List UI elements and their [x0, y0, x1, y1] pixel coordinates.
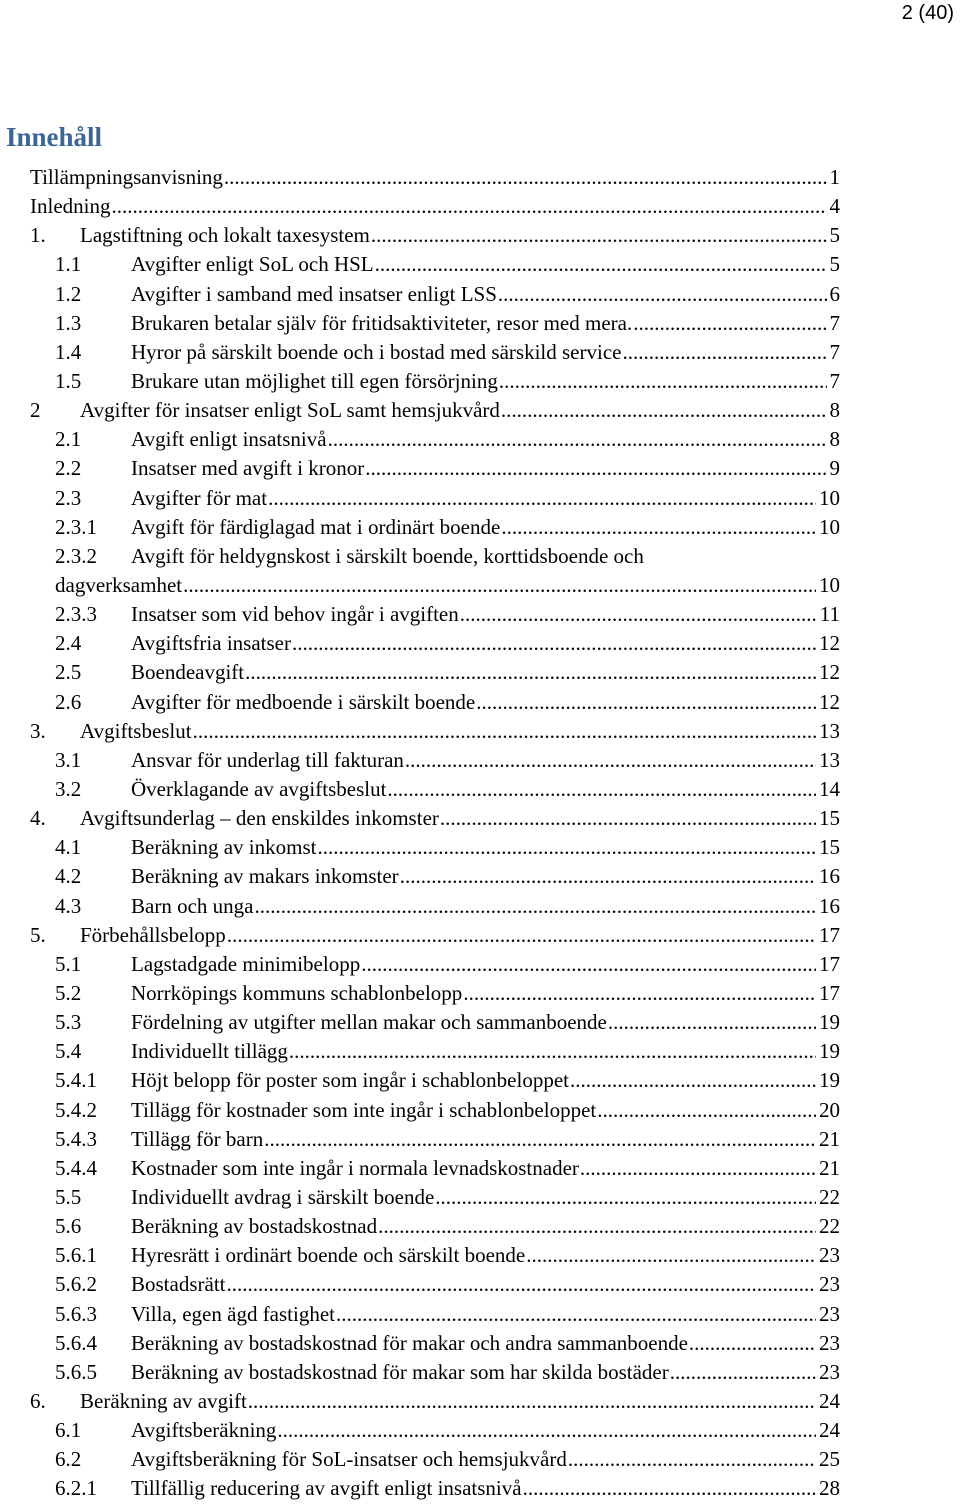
toc-entry[interactable]: [30, 1270, 840, 1299]
toc-entry-title: Individuellt avdrag i särskilt boende: [131, 1184, 435, 1209]
toc-entry-title: Insatser som vid behov ingår i avgiften: [131, 602, 459, 627]
toc-leader-dots: [387, 775, 816, 804]
toc-leader-dots: [501, 513, 816, 542]
toc-entry-title: Avgiftsberäkning: [131, 1418, 277, 1443]
toc-entry-number: 5.6.4: [55, 1330, 97, 1355]
toc-entry-title: Avgiftsfria insatser: [131, 631, 291, 656]
toc-entry-title: Överklagande av avgiftsbeslut: [131, 776, 387, 801]
toc-entry-title: Kostnader som inte ingår i normala levnadskostnader: [131, 1155, 579, 1180]
toc-entry-page: 8: [828, 425, 841, 454]
toc-entry[interactable]: [30, 775, 840, 804]
toc-entry-number: 5.6.1: [55, 1243, 97, 1268]
toc-entry-number: 6.: [30, 1388, 46, 1413]
toc-leader-dots: [289, 1037, 816, 1066]
toc-entry[interactable]: [30, 892, 840, 921]
toc-entry-title: Lagstadgade minimibelopp: [131, 951, 361, 976]
toc-leader-dots: [227, 1270, 817, 1299]
toc-leader-dots: [435, 1183, 816, 1212]
toc-entry-page: 7: [828, 338, 841, 367]
toc-leader-dots: [292, 629, 816, 658]
page-number: 2 (40): [901, 2, 954, 24]
toc-entry-title: Avgift för heldygnskost i särskilt boende, korttidsboende och: [131, 543, 644, 568]
toc-leader-dots: [111, 192, 826, 221]
toc-leader-dots: [224, 163, 827, 192]
toc-entry-number: 5.6.2: [55, 1272, 97, 1297]
toc-entry-page: 23: [817, 1329, 840, 1358]
toc-entry-number: 5.4.4: [55, 1155, 97, 1180]
toc-entry-title: Beräkning av makars inkomster: [131, 864, 399, 889]
toc-entry-number: 2: [30, 398, 41, 423]
toc-entry-page: 14: [817, 775, 840, 804]
toc-entry[interactable]: [30, 1358, 840, 1387]
toc-entry-title: Barn och unga: [131, 893, 254, 918]
toc-leader-dots: [375, 250, 827, 279]
toc-entry-title: Tillägg för kostnader som inte ingår i schablonbeloppet: [131, 1097, 597, 1122]
toc-entry-number: 4.3: [55, 893, 82, 918]
toc-entry-title: Förbehållsbelopp: [80, 922, 226, 947]
toc-entry[interactable]: [30, 1387, 840, 1416]
toc-leader-dots: [268, 484, 816, 513]
toc-entry-page: 23: [817, 1358, 840, 1387]
toc-leader-dots: [463, 979, 816, 1008]
toc-entry-number: 1.2: [55, 281, 82, 306]
toc-leader-dots: [526, 1241, 816, 1270]
toc-entry-number: 2.3.3: [55, 602, 97, 627]
toc-leader-dots: [400, 862, 816, 891]
toc-entry-number: 1.3: [55, 310, 82, 335]
toc-entry-page: 19: [817, 1008, 840, 1037]
toc-entry-page: 13: [817, 717, 840, 746]
toc-entry[interactable]: [30, 1066, 840, 1095]
toc-leader-dots: [365, 454, 826, 483]
toc-entry-page: 21: [817, 1125, 840, 1154]
toc-entry-page: 13: [817, 746, 840, 775]
toc-entry-page: 15: [817, 833, 840, 862]
toc-entry-number: 1.1: [55, 252, 82, 277]
toc-entry-page: 23: [817, 1300, 840, 1329]
toc-leader-dots: [317, 833, 816, 862]
toc-leader-dots: [361, 950, 816, 979]
toc-entry[interactable]: [30, 1416, 840, 1445]
toc-entry[interactable]: [30, 1008, 840, 1037]
toc-entry-number: 5.6.3: [55, 1301, 97, 1326]
toc-entry-page: 20: [817, 1096, 840, 1125]
toc-entry-title: Höjt belopp för poster som ingår i schablonbeloppet: [131, 1068, 569, 1093]
toc-entry-page: 9: [828, 454, 841, 483]
toc-entry-number: 2.1: [55, 427, 82, 452]
toc-entry-title: Beräkning av avgift: [80, 1388, 247, 1413]
toc-entry-title: Hyresrätt i ordinärt boende och särskilt boende: [131, 1243, 526, 1268]
toc-leader-dots: [580, 1154, 816, 1183]
toc-entry[interactable]: [30, 1474, 840, 1503]
toc-entry-page: 12: [817, 658, 840, 687]
toc-entry[interactable]: [30, 163, 840, 192]
toc-entry-number: 5.4.1: [55, 1068, 97, 1093]
toc-entry-number: 4.: [30, 806, 46, 831]
toc-entry[interactable]: [30, 250, 840, 279]
toc-entry-page: 7: [828, 367, 841, 396]
toc-leader-dots: [460, 600, 817, 629]
toc-entry-page: 11: [818, 600, 840, 629]
toc-entry-page: 1: [828, 163, 841, 192]
toc-entry-title-continued: dagverksamhet: [55, 572, 183, 597]
toc-entry[interactable]: [30, 979, 840, 1008]
toc-entry[interactable]: [30, 513, 840, 542]
toc-entry-page: 8: [828, 396, 841, 425]
toc-entry-title: Bostadsrätt: [131, 1272, 226, 1297]
toc-entry-number: 6.1: [55, 1418, 82, 1443]
toc-leader-dots: [227, 921, 816, 950]
toc-entry[interactable]: [30, 658, 840, 687]
toc-entry-page: 4: [828, 192, 841, 221]
toc-entry-number: 3.1: [55, 747, 82, 772]
toc-entry-title: Avgiftsberäkning för SoL-insatser och hemsjukvård: [131, 1447, 567, 1472]
toc-entry[interactable]: [30, 950, 840, 979]
toc-entry-title: Boendeavgift: [131, 660, 245, 685]
toc-entry-number: 3.2: [55, 776, 82, 801]
toc-leader-dots: [277, 1416, 816, 1445]
toc-entry-title: Beräkning av bostadskostnad för makar som har skilda bostäder: [131, 1359, 669, 1384]
toc-entry-page: 16: [817, 892, 840, 921]
toc-entry[interactable]: [30, 717, 840, 746]
toc-entry-title: Brukaren betalar själv för fritidsaktiviteter, resor med mera.: [131, 310, 633, 335]
toc-leader-dots: [440, 804, 816, 833]
toc-leader-dots: [264, 1125, 816, 1154]
toc-leader-dots: [405, 746, 816, 775]
toc-leader-dots: [608, 1008, 816, 1037]
toc-entry-page: 19: [817, 1037, 840, 1066]
toc-entry[interactable]: [30, 1154, 840, 1183]
toc-leader-dots: [193, 717, 816, 746]
toc-entry-number: 5.6.5: [55, 1359, 97, 1384]
toc-entry-title: Beräkning av bostadskostnad: [131, 1214, 378, 1239]
toc-entry[interactable]: [30, 280, 840, 309]
toc-entry-number: 2.5: [55, 660, 82, 685]
toc-entry-title: Inledning: [30, 194, 111, 219]
toc-entry[interactable]: [30, 921, 840, 950]
toc-entry-title: Avgift enligt insatsnivå: [131, 427, 327, 452]
toc-entry-page: 22: [817, 1183, 840, 1212]
toc-entry[interactable]: [30, 396, 840, 425]
toc-leader-dots: [328, 425, 827, 454]
toc-entry-title: Villa, egen ägd fastighet: [131, 1301, 336, 1326]
toc-leader-dots: [183, 571, 816, 600]
toc-leader-dots: [501, 396, 827, 425]
toc-leader-dots: [597, 1096, 816, 1125]
toc-entry-number: 2.4: [55, 631, 82, 656]
toc-entry-number: 3.: [30, 718, 46, 743]
toc-entry[interactable]: [30, 746, 840, 775]
toc-entry[interactable]: [30, 1096, 840, 1125]
toc-leader-dots: [245, 658, 816, 687]
toc-leader-dots: [570, 1066, 816, 1095]
toc-entry-page: 15: [817, 804, 840, 833]
toc-entry-page: 12: [817, 688, 840, 717]
toc-entry[interactable]: [30, 1183, 840, 1212]
toc-entry-title: Beräkning av inkomst: [131, 835, 317, 860]
toc-leader-dots: [248, 1387, 816, 1416]
toc-entry-page: 17: [817, 950, 840, 979]
toc-entry-page: 24: [817, 1416, 840, 1445]
toc-entry[interactable]: [30, 833, 840, 862]
toc-entry-title: Avgifter för insatser enligt SoL samt hemsjukvård: [80, 398, 500, 423]
toc-entry-title: Individuellt tillägg: [131, 1039, 288, 1064]
toc-entry-number: 1.: [30, 223, 46, 248]
toc-entry-page: 10: [817, 571, 840, 600]
toc-leader-dots: [378, 1212, 816, 1241]
toc-entry[interactable]: [30, 221, 840, 250]
toc-entry-number: 5.2: [55, 980, 82, 1005]
toc-leader-dots: [336, 1300, 816, 1329]
toc-entry-page: 5: [828, 221, 841, 250]
toc-entry-page: 17: [817, 921, 840, 950]
toc-entry-title: Tillämpningsanvisning: [30, 165, 223, 189]
toc-entry-number: 2.3: [55, 485, 82, 510]
toc-entry[interactable]: [30, 1241, 840, 1270]
toc-entry-title: Avgifter i samband med insatser enligt LSS: [131, 281, 497, 306]
toc-entry[interactable]: [30, 688, 840, 717]
toc-entry-title: Ansvar för underlag till fakturan: [131, 747, 404, 772]
toc-entry-number: 5.1: [55, 951, 82, 976]
toc-entry[interactable]: [30, 484, 840, 513]
toc-leader-dots: [499, 367, 827, 396]
toc-entry[interactable]: [30, 542, 840, 600]
toc-entry-title: Norrköpings kommuns schablonbelopp: [131, 980, 463, 1005]
toc-entry-title: Hyror på särskilt boende och i bostad med särskild service: [131, 339, 622, 364]
toc-entry[interactable]: [30, 629, 840, 658]
toc-leader-dots: [523, 1474, 816, 1503]
toc-entry-title: Avgifter för medboende i särskilt boende: [131, 689, 476, 714]
toc-entry-title: Brukare utan möjlighet till egen försörjning: [131, 368, 498, 393]
toc-entry-title: Avgifter för mat: [131, 485, 268, 510]
toc-entry-number: 2.3.2: [55, 543, 97, 568]
toc-entry-page: 23: [817, 1270, 840, 1299]
toc-entry-number: 5.5: [55, 1184, 82, 1209]
toc-entry-title: Avgifter enligt SoL och HSL: [131, 252, 374, 277]
toc-leader-dots: [670, 1358, 816, 1387]
toc-entry-title: Insatser med avgift i kronor: [131, 456, 365, 481]
toc-entry-page: 16: [817, 862, 840, 891]
toc-entry[interactable]: [30, 338, 840, 367]
toc-entry[interactable]: [30, 309, 840, 338]
toc-entry[interactable]: [30, 1212, 840, 1241]
toc-entry-number: 6.2: [55, 1447, 82, 1472]
toc-entry[interactable]: [30, 1037, 840, 1066]
toc-leader-dots: [622, 338, 826, 367]
toc-entry-number: 4.1: [55, 835, 82, 860]
toc-entry-page: 10: [817, 513, 840, 542]
toc-entry-page: 25: [817, 1445, 840, 1474]
toc-entry-title: Avgiftsbeslut: [80, 718, 192, 743]
toc-entry-number: 5.4: [55, 1039, 82, 1064]
toc-leader-dots: [633, 309, 826, 338]
toc-entry-number: 1.5: [55, 368, 82, 393]
toc-entry-number: 5.4.3: [55, 1126, 97, 1151]
table-of-contents: [30, 163, 840, 1503]
toc-entry[interactable]: [30, 1125, 840, 1154]
toc-entry-title: Fördelning av utgifter mellan makar och sammanboende: [131, 1010, 607, 1035]
toc-entry-number: 1.4: [55, 339, 82, 364]
toc-entry-page: 21: [817, 1154, 840, 1183]
toc-entry-number: 5.3: [55, 1010, 82, 1035]
toc-entry-title: Tillägg för barn: [131, 1126, 264, 1151]
toc-entry-page: 22: [817, 1212, 840, 1241]
toc-entry-page: 28: [817, 1474, 840, 1503]
toc-entry-number: 5.4.2: [55, 1097, 97, 1122]
toc-heading: Innehåll: [6, 122, 103, 152]
toc-entry-number: 6.2.1: [55, 1476, 97, 1501]
toc-entry-title: Tillfällig reducering av avgift enligt insatsnivå: [131, 1476, 522, 1501]
toc-entry-title: Avgiftsunderlag – den enskildes inkomster: [80, 806, 439, 831]
toc-entry-page: 7: [828, 309, 841, 338]
toc-entry-number: 2.3.1: [55, 514, 97, 539]
toc-entry-number: 2.6: [55, 689, 82, 714]
toc-entry-page: 23: [817, 1241, 840, 1270]
toc-entry-number: 5.6: [55, 1214, 82, 1239]
toc-entry-page: 12: [817, 629, 840, 658]
toc-leader-dots: [254, 892, 816, 921]
toc-entry[interactable]: [30, 367, 840, 396]
toc-entry[interactable]: [30, 425, 840, 454]
toc-entry-title: Beräkning av bostadskostnad för makar och andra sammanboende: [131, 1330, 688, 1355]
toc-entry-page: 17: [817, 979, 840, 1008]
toc-entry[interactable]: [30, 1329, 840, 1358]
toc-entry[interactable]: [30, 600, 840, 629]
toc-entry[interactable]: [30, 454, 840, 483]
toc-entry-title: Avgift för färdiglagad mat i ordinärt boende: [131, 514, 501, 539]
toc-entry-page: 19: [817, 1066, 840, 1095]
toc-entry-number: 2.2: [55, 456, 82, 481]
toc-entry-page: 5: [828, 250, 841, 279]
toc-entry[interactable]: [30, 1300, 840, 1329]
toc-leader-dots: [498, 280, 827, 309]
toc-entry-title: Lagstiftning och lokalt taxesystem: [80, 223, 370, 248]
toc-leader-dots: [371, 221, 827, 250]
toc-entry-number: 5.: [30, 922, 46, 947]
toc-leader-dots: [476, 688, 816, 717]
toc-entry-number: 4.2: [55, 864, 82, 889]
toc-entry-page: 10: [817, 484, 840, 513]
toc-entry[interactable]: [30, 192, 840, 221]
toc-leader-dots: [568, 1445, 816, 1474]
toc-entry-page: 6: [828, 280, 841, 309]
toc-leader-dots: [689, 1329, 816, 1358]
toc-entry-page: 24: [817, 1387, 840, 1416]
toc-entry[interactable]: [30, 1445, 840, 1474]
toc-entry[interactable]: [30, 862, 840, 891]
toc-entry[interactable]: [30, 804, 840, 833]
